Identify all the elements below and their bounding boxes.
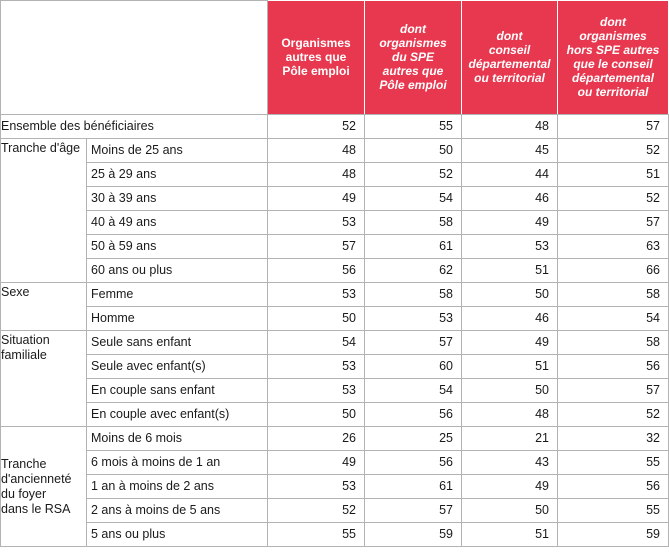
row-label: 5 ans ou plus: [87, 522, 268, 546]
value-cell: 32: [558, 426, 669, 450]
value-cell: 56: [365, 450, 462, 474]
value-cell: 55: [558, 450, 669, 474]
row-label: Homme: [87, 306, 268, 330]
column-header: [558, 1, 669, 115]
table-row: [1, 162, 669, 186]
value-cell: 54: [558, 306, 669, 330]
value-cell: 55: [268, 522, 365, 546]
total-row: [1, 114, 669, 138]
value-cell: 50: [462, 498, 558, 522]
value-cell: 52: [558, 138, 669, 162]
value-cell: 52: [365, 162, 462, 186]
value-cell: 46: [462, 306, 558, 330]
value-cell: 57: [365, 330, 462, 354]
value-cell: 46: [462, 186, 558, 210]
value-cell: 50: [268, 402, 365, 426]
value-cell: 49: [268, 450, 365, 474]
value-cell: 61: [365, 234, 462, 258]
value-cell: 56: [268, 258, 365, 282]
column-header-text: dont organismes du SPE autres que Pôle emploi: [379, 22, 447, 92]
value-cell: 57: [558, 114, 669, 138]
row-label: Femme: [87, 282, 268, 306]
group-label: Tranche d'âge: [1, 138, 87, 282]
value-cell: 66: [558, 258, 669, 282]
value-cell: 54: [268, 330, 365, 354]
value-cell: 50: [365, 138, 462, 162]
value-cell: 53: [268, 378, 365, 402]
row-label: 2 ans à moins de 5 ans: [87, 498, 268, 522]
value-cell: 48: [268, 162, 365, 186]
value-cell: 51: [558, 162, 669, 186]
row-label: 50 à 59 ans: [87, 234, 268, 258]
value-cell: 52: [558, 402, 669, 426]
value-cell: 51: [462, 354, 558, 378]
table-row: [1, 138, 669, 162]
value-cell: 59: [365, 522, 462, 546]
value-cell: 58: [365, 282, 462, 306]
value-cell: 52: [268, 498, 365, 522]
group-label: Situation familiale: [1, 330, 87, 426]
row-label: 40 à 49 ans: [87, 210, 268, 234]
value-cell: 25: [365, 426, 462, 450]
value-cell: 53: [268, 282, 365, 306]
value-cell: 50: [462, 378, 558, 402]
value-cell: 43: [462, 450, 558, 474]
value-cell: 21: [462, 426, 558, 450]
value-cell: 61: [365, 474, 462, 498]
table-row: [1, 186, 669, 210]
column-header: [462, 1, 558, 115]
table-row: [1, 378, 669, 402]
row-label: Seule avec enfant(s): [87, 354, 268, 378]
row-label: En couple sans enfant: [87, 378, 268, 402]
value-cell: 53: [268, 474, 365, 498]
row-label: 6 mois à moins de 1 an: [87, 450, 268, 474]
row-label: 30 à 39 ans: [87, 186, 268, 210]
value-cell: 58: [558, 330, 669, 354]
value-cell: 56: [558, 474, 669, 498]
table-row: [1, 234, 669, 258]
value-cell: 45: [462, 138, 558, 162]
header-blank-cell: [1, 1, 268, 115]
value-cell: 53: [462, 234, 558, 258]
value-cell: 58: [365, 210, 462, 234]
column-header: [268, 1, 365, 115]
value-cell: 48: [462, 114, 558, 138]
column-header: [365, 1, 462, 115]
group-label: Sexe: [1, 282, 87, 330]
value-cell: 26: [268, 426, 365, 450]
table-row: [1, 354, 669, 378]
value-cell: 52: [558, 186, 669, 210]
row-label: En couple avec enfant(s): [87, 402, 268, 426]
value-cell: 63: [558, 234, 669, 258]
row-label: 25 à 29 ans: [87, 162, 268, 186]
row-label: Moins de 25 ans: [87, 138, 268, 162]
value-cell: 56: [558, 354, 669, 378]
value-cell: 59: [558, 522, 669, 546]
table-row: [1, 522, 669, 546]
table-row: [1, 498, 669, 522]
value-cell: 58: [558, 282, 669, 306]
value-cell: 50: [268, 306, 365, 330]
value-cell: 53: [365, 306, 462, 330]
value-cell: 55: [558, 498, 669, 522]
row-label: Ensemble des bénéficiaires: [1, 114, 268, 138]
column-header-text: Organismes autres que Pôle emploi: [281, 36, 351, 78]
row-label: 1 an à moins de 2 ans: [87, 474, 268, 498]
row-label: Moins de 6 mois: [87, 426, 268, 450]
value-cell: 49: [462, 210, 558, 234]
value-cell: 62: [365, 258, 462, 282]
value-cell: 54: [365, 186, 462, 210]
row-label: Seule sans enfant: [87, 330, 268, 354]
value-cell: 50: [462, 282, 558, 306]
value-cell: 51: [462, 258, 558, 282]
table-row: [1, 306, 669, 330]
value-cell: 60: [365, 354, 462, 378]
group-label: Tranche d'ancienneté du foyer dans le RSA: [1, 426, 87, 546]
value-cell: 56: [365, 402, 462, 426]
table-row: [1, 282, 669, 306]
table-row: [1, 210, 669, 234]
value-cell: 49: [268, 186, 365, 210]
value-cell: 48: [268, 138, 365, 162]
table-row: [1, 450, 669, 474]
column-header-text: dont organismes hors SPE autres que le conseil départemental ou territorial: [566, 15, 660, 99]
value-cell: 53: [268, 210, 365, 234]
column-header-text: dont conseil départemental ou territorial: [468, 29, 551, 85]
value-cell: 54: [365, 378, 462, 402]
value-cell: 53: [268, 354, 365, 378]
value-cell: 48: [462, 402, 558, 426]
value-cell: 49: [462, 330, 558, 354]
value-cell: 52: [268, 114, 365, 138]
value-cell: 44: [462, 162, 558, 186]
value-cell: 57: [558, 210, 669, 234]
table-row: [1, 402, 669, 426]
value-cell: 51: [462, 522, 558, 546]
value-cell: 57: [365, 498, 462, 522]
table-row: [1, 474, 669, 498]
header-row: [1, 1, 669, 115]
value-cell: 55: [365, 114, 462, 138]
table-row: [1, 258, 669, 282]
value-cell: 49: [462, 474, 558, 498]
value-cell: 57: [268, 234, 365, 258]
value-cell: 57: [558, 378, 669, 402]
table-row: [1, 330, 669, 354]
row-label: 60 ans ou plus: [87, 258, 268, 282]
table-row: [1, 426, 669, 450]
